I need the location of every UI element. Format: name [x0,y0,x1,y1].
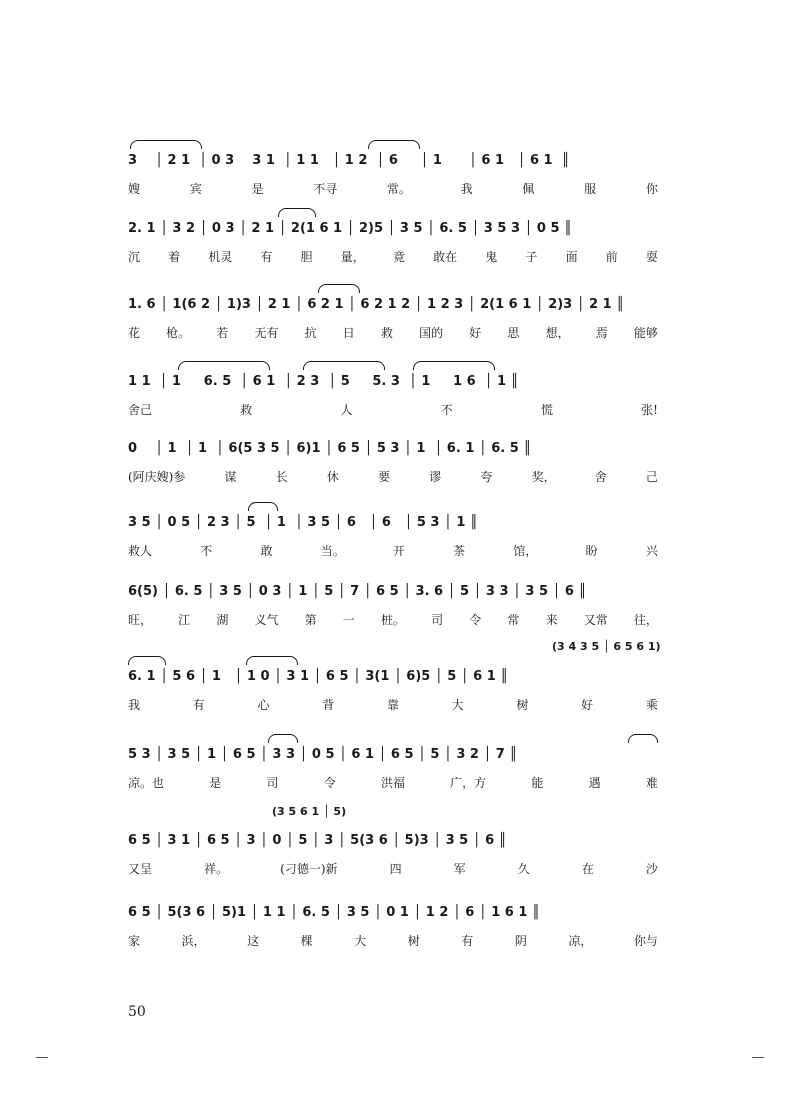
lyric: 着 [168,250,181,264]
lyric: 开 [392,544,405,558]
notation-line: 3 5 │ 0 5 │ 2 3 │ 5 │ 1 │ 3 5 │ 6 │ 6 │ 5 3 │ 1 ║ [128,515,478,530]
lyric: 常。 [386,182,411,196]
lyric: 是 [251,182,264,196]
lyric-line [128,542,658,560]
lyric-line [128,324,658,342]
lyric: 是 [209,776,222,790]
lyric: 有 [192,698,205,712]
lyric-line [128,932,658,950]
lyric: 量， [340,250,365,264]
lyric: 前 [605,250,618,264]
lyric: 敢在 [433,250,458,264]
lyric: 难 [645,776,658,790]
notation-line: 6. 1 │ 5 6 │ 1 │ 1 0 │ 3 1 │ 6 5 │ 3(1 │ 6)5 │ 5 │ 6 1 ║ [128,669,509,684]
lyric: 久 [517,862,530,876]
lyric: 敢 [260,544,273,558]
lyric: 来 [545,613,558,627]
lyric: 又呈 [128,862,153,876]
lyric: 面 [565,250,578,264]
lyric: 乘 [645,698,658,712]
lyric: 盼 [585,544,598,558]
slur-mark [128,656,166,665]
lyric: 竟 [392,250,405,264]
music-system-2 [128,214,658,274]
lyric: 好 [581,698,594,712]
lyric: 机灵 [208,250,233,264]
lyric: 第 [304,613,317,627]
lyric: 人 [340,403,353,417]
notation-line: 3 │ 2 1 │ 0 3 3 1 │ 1 1 │ 1 2 │ 6 │ 1 │ 6 1 │ 6 1 ║ [128,153,570,168]
lyric: 树 [407,934,420,948]
lyric: (刁德一)新 [280,862,338,876]
lyric: 己 [645,470,658,484]
music-system-7 [128,577,658,637]
lyric: 好 [469,326,482,340]
lyric: 又常 [583,613,608,627]
slur-mark [130,140,202,149]
lyric: 司 [266,776,279,790]
music-system-4 [128,367,658,427]
lyric: 凉。也 [128,776,165,790]
lyric: 胆 [300,250,313,264]
lyric: 子 [525,250,538,264]
lyric-line [128,468,658,486]
lyric: 不 [440,403,453,417]
lyric: 救人 [128,544,153,558]
lyric: 司 [431,613,444,627]
lyric: 馆， [513,544,538,558]
notation-line: 2. 1 │ 3 2 │ 0 3 │ 2 1 │ 2(1 6 1 │ 2)5 │ 3 5 │ 6. 5 │ 3 5 3 │ 0 5 ║ [128,221,572,236]
music-system-10 [128,826,658,886]
notation-line: 6(5) │ 6. 5 │ 3 5 │ 0 3 │ 1 │ 5 │ 7 │ 6 5 │ 3. 6 │ 5 │ 3 3 │ 3 5 │ 6 ║ [128,584,587,599]
interlude-annotation: (3 4 3 5 │ 6 5 6 1) [552,640,661,653]
lyric: 无有 [254,326,279,340]
lyric: 令 [469,613,482,627]
lyric: 一 [342,613,355,627]
notation-line: 0 │ 1 │ 1 │ 6(5 3 5 │ 6)1 │ 6 5 │ 5 3 │ 1 │ 6. 1 │ 6. 5 ║ [128,441,532,456]
lyric: 广，方 [450,776,487,790]
lyric: 靠 [386,698,399,712]
lyric: 旺， [128,613,153,627]
lyric: 奖， [531,470,556,484]
lyric: 服 [584,182,597,196]
slur-mark [268,734,298,743]
lyric: 凉， [568,934,593,948]
slur-mark [128,820,658,828]
lyric: 树 [516,698,529,712]
notation-line: 1. 6 │ 1(6 2 │ 1)3 │ 2 1 │ 6 2 1 │ 6 2 1 2 │ 1 2 3 │ 2(1 6 1 │ 2)3 │ 2 1 ║ [128,297,625,312]
lyric: 大 [451,698,464,712]
lyric: 张! [641,403,658,417]
lyric: 四 [389,862,402,876]
lyric: 洪福 [380,776,405,790]
lyric: 日 [342,326,355,340]
notation-line: 1 1 │ 1 6. 5 │ 6 1 │ 2 3 │ 5 5. 3 │ 1 1 6 │ 1 ║ [128,374,519,389]
lyric-line [128,611,658,629]
lyric: 思 [507,326,520,340]
lyric: 救 [380,326,393,340]
crop-mark-left [36,1057,48,1058]
lyric: 这 [247,934,260,948]
slur-mark [248,502,278,511]
lyric: 当。 [320,544,345,558]
music-system-8 [128,662,658,722]
slur-mark [628,734,658,743]
lyric: 阴 [514,934,527,948]
lyric: 有 [461,934,474,948]
music-system-1 [128,146,658,206]
lyric: 我 [128,698,141,712]
lyric: 在 [581,862,594,876]
lyric: 焉 [595,326,608,340]
lyric: 慌 [540,403,553,417]
music-system-6 [128,508,658,568]
lyric: 枪。 [166,326,191,340]
crop-mark-right [752,1057,764,1058]
lyric: 不 [200,544,213,558]
lyric: 若 [216,326,229,340]
slur-mark [246,656,298,665]
lyric: 能 [531,776,544,790]
lyric-line [128,774,658,792]
music-system-3 [128,290,658,350]
lyric: 救 [240,403,253,417]
lyric-line [128,860,658,878]
lyric: 谋 [224,470,237,484]
lyric: 抗 [304,326,317,340]
lyric: 长 [275,470,288,484]
lyric: 沉 [128,250,141,264]
notation-line: 6 5 │ 3 1 │ 6 5 │ 3 │ 0 │ 5 │ 3 │ 5(3 6 │ 5)3 │ 3 5 │ 6 ║ [128,833,507,848]
lyric: 佩 [522,182,535,196]
lyric: 遇 [588,776,601,790]
lyric: 军 [453,862,466,876]
lyric: 往， [633,613,658,627]
lyric: 你与 [633,934,658,948]
lyric: 家 [128,934,141,948]
slur-mark [368,140,420,149]
lyric: 茶 [453,544,466,558]
slur-mark [303,361,385,370]
lyric: 舍 [594,470,607,484]
lyric: 湖 [216,613,229,627]
lyric: 常 [507,613,520,627]
notation-line: 6 5 │ 5(3 6 │ 5)1 │ 1 1 │ 6. 5 │ 3 5 │ 0 1 │ 1 2 │ 6 │ 1 6 1 ║ [128,905,540,920]
lyric: 舍己 [128,403,153,417]
lyric: 兴 [645,544,658,558]
slur-mark [318,284,360,293]
music-system-11 [128,898,658,958]
music-system-5 [128,434,658,494]
lyric: 谬 [429,470,442,484]
interlude-annotation: (3 5 6 1 │ 5) [272,805,347,818]
lyric: 你 [645,182,658,196]
lyric: 休 [326,470,339,484]
lyric: 我 [460,182,473,196]
lyric: 背 [322,698,335,712]
lyric: 心 [257,698,270,712]
lyric: 浜， [181,934,206,948]
lyric: 义气 [254,613,279,627]
lyric: 棵 [300,934,313,948]
lyric-line [128,248,658,266]
page-number: 50 [128,1004,146,1020]
lyric: (阿庆嫂)参 [128,470,186,484]
lyric: 有 [260,250,273,264]
lyric: 国的 [419,326,444,340]
slur-mark [278,208,316,217]
lyric: 能够 [633,326,658,340]
lyric: 想， [545,326,570,340]
slur-mark [178,361,270,370]
lyric-line [128,401,658,419]
lyric-line [128,180,658,198]
music-system-9 [128,740,658,800]
lyric: 夸 [480,470,493,484]
lyric: 沙 [645,862,658,876]
lyric: 桩。 [380,613,405,627]
lyric: 大 [354,934,367,948]
lyric: 要 [378,470,391,484]
lyric: 嫂 [128,182,141,196]
lyric: 江 [178,613,191,627]
notation-line: 5 3 │ 3 5 │ 1 │ 6 5 │ 3 3 │ 0 5 │ 6 1 │ 6 5 │ 5 │ 3 2 │ 7 ║ [128,747,518,762]
lyric: 花 [128,326,141,340]
lyric: 令 [323,776,336,790]
lyric: 鬼 [485,250,498,264]
lyric: 祥。 [204,862,229,876]
slur-mark [413,361,495,370]
lyric: 不寻 [313,182,338,196]
lyric: 宾 [189,182,202,196]
lyric-line [128,696,658,714]
lyric: 耍 [645,250,658,264]
